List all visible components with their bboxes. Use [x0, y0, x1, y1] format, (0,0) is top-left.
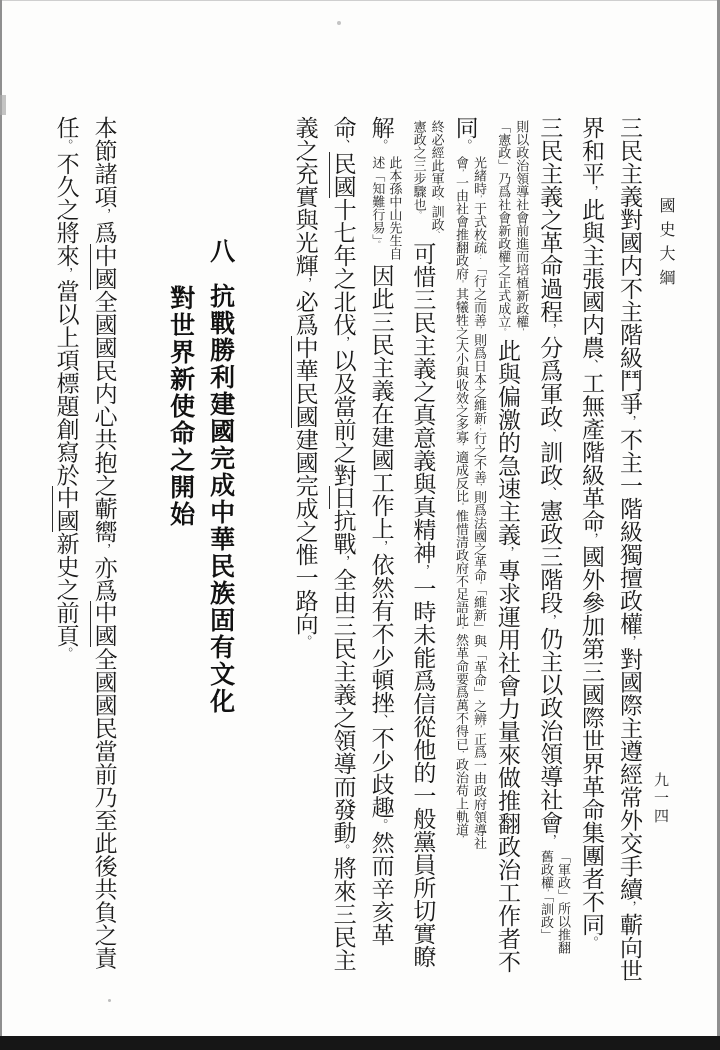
interlinear-note: [452, 156, 488, 850]
text-column-c2: [572, 116, 610, 1050]
punctuation: 。: [457, 139, 472, 152]
interlinear-note-line: 此本孫中山先生自: [387, 155, 403, 260]
interlinear-note: [494, 120, 530, 335]
punctuation: 。: [58, 139, 73, 152]
punctuation: ，: [584, 185, 598, 198]
text-column-c4: [488, 116, 530, 1050]
text-run: 解。: [368, 116, 394, 152]
punctuation: ，: [456, 442, 465, 451]
interlinear-note-line: 會，一由社會推翻政府。其犧牲之大小與收效之多寡，適成反比。惟惜清政府不足語此。然革命要爲萬不得已，政治苟上軌道，: [453, 155, 469, 843]
punctuation: ，: [474, 194, 483, 202]
section-heading-column-h8: [200, 116, 240, 1050]
vertical-text-block: [53, 116, 648, 1050]
punctuation: 、: [542, 427, 557, 441]
interlinear-note: [537, 850, 572, 954]
text-run: 新史之前頁。: [53, 532, 79, 660]
scan-edge-top: [0, 0, 720, 1]
text-column-c5: [446, 116, 488, 1050]
punctuation: ，: [456, 750, 465, 758]
text-column-c9: [286, 116, 324, 1050]
proper-noun-mark: 中華民國: [292, 335, 318, 428]
interlinear-note: [410, 120, 446, 238]
punctuation: 。: [456, 279, 465, 287]
punctuation: 、: [373, 713, 388, 726]
punctuation: ，: [96, 542, 111, 556]
interlinear-note-line: 述「知難行易」。: [370, 155, 386, 248]
interlinear-note: [368, 156, 403, 260]
interlinear-note-line: 則以政治領導社會前進而培植新政權，: [514, 120, 530, 336]
punctuation: 。: [335, 843, 350, 857]
punctuation: 。: [456, 626, 465, 634]
text-run: 全國國民内心共抱之蘄嚮，亦爲: [91, 289, 117, 602]
punctuation: ，: [542, 323, 557, 336]
punctuation: ，: [517, 328, 526, 336]
text-column-c13: [85, 116, 123, 1050]
interlinear-note-line: 憲政之三步驟也。: [411, 120, 427, 219]
text-run: 十七年之北伐，以及當前之對: [330, 197, 356, 487]
punctuation: ，: [456, 835, 465, 843]
proper-noun-mark: 日: [330, 486, 356, 510]
heading-spacer: [219, 265, 220, 283]
interlinear-note-line: 「軍政」所以推翻: [556, 850, 571, 955]
text-column-c6: [403, 116, 445, 1050]
interlinear-note-line: 終必經此軍政、訓政、: [429, 120, 445, 239]
punctuation: ，: [474, 483, 483, 491]
punctuation: 。: [456, 502, 465, 510]
punctuation: ，: [474, 725, 483, 733]
punctuation: 、: [584, 358, 598, 372]
text-column-c7: [362, 116, 404, 1050]
punctuation: 、: [335, 139, 350, 152]
text-run: 八: [206, 238, 234, 265]
punctuation: 、: [432, 198, 441, 206]
punctuation: ；: [474, 424, 483, 432]
punctuation: 。: [499, 328, 508, 336]
text-run: 義之充實與光輝，必爲: [292, 116, 318, 336]
text-run: 因此三民主義在建國工作上，依然有不少頓挫、不少歧趣。然而辛亥革: [368, 263, 394, 946]
punctuation: ，: [415, 564, 430, 577]
text-run: 同。: [452, 116, 478, 152]
scan-artifact: [0, 95, 6, 115]
proper-noun-mark: 民國: [330, 151, 356, 198]
proper-noun-mark: 中國: [91, 243, 117, 290]
punctuation: 、: [432, 231, 441, 239]
text-run: 界和平，此與主張國内農、工無產階級革命，國外參加第三國際世界革命集團者不同。: [579, 116, 604, 949]
section-heading-column-h8b: [160, 116, 200, 1050]
text-run: 本節諸項，爲: [91, 116, 117, 244]
text-column-c8: [324, 116, 362, 1050]
punctuation: ，: [542, 889, 550, 897]
text-run: 命、: [330, 116, 356, 152]
punctuation: ，: [542, 833, 557, 847]
punctuation: ，: [58, 266, 73, 280]
proper-noun-mark: 中國: [53, 486, 79, 533]
punctuation: ，: [622, 415, 636, 428]
punctuation: 。: [373, 139, 388, 152]
text-run: 建國完成之惟一路向。: [292, 427, 318, 648]
text-column-c3: [530, 116, 572, 1050]
text-run: 可惜三民主義之真意義與真精神，一時未能爲信從他的一般黨員所切實瞭: [410, 242, 436, 968]
text-run: 三民主義對國内不主階級鬥爭，不主一階級獨擅政權，對國際主遵經常外交手續，蘄向世: [617, 116, 642, 982]
interlinear-note-line: 光緒時，于式枚疏：「行之而善，則爲日本之維新；行之不善，則爲法國之革命。「維新」與「革命」之辨，正爲一由政府領導社: [471, 155, 487, 850]
text-run: 全國國民當前乃至此後共負之責: [91, 647, 117, 970]
punctuation: 。: [373, 240, 382, 248]
text-run: 抗戰勝利建國完成中華民族固有文化: [206, 283, 234, 715]
punctuation: ，: [96, 208, 111, 221]
punctuation: ，: [499, 546, 514, 559]
punctuation: ，: [542, 613, 557, 627]
interlinear-note-line: 「憲政」乃爲社會新政權之正式成立。: [496, 120, 512, 336]
text-run: 此與偏激的急速主義，專求運用社會力量來做推翻政治工作者不: [494, 339, 520, 973]
punctuation: 。: [373, 817, 388, 831]
punctuation: ，: [335, 555, 350, 568]
punctuation: ，: [297, 277, 312, 290]
punctuation: 。: [297, 634, 312, 648]
punctuation: 、: [542, 486, 557, 499]
text-column-c14: [47, 116, 85, 1050]
punctuation: ，: [474, 325, 483, 334]
punctuation: ：: [474, 253, 483, 261]
punctuation: 。: [584, 935, 598, 949]
punctuation: ，: [584, 532, 598, 545]
punctuation: ，: [622, 634, 636, 648]
text-run: 三民主義之革命過程，分爲軍政、訓政、憲政三階段，仍主以政治領導社會，: [537, 116, 563, 847]
punctuation: 。: [474, 581, 483, 589]
text-column-c1: [610, 116, 648, 1050]
punctuation: ，: [622, 900, 636, 913]
text-run: 對世界新使命之開始: [166, 285, 194, 528]
punctuation: 。: [58, 647, 73, 660]
running-head-title: 國史大綱: [657, 197, 674, 293]
punctuation: 。: [414, 211, 423, 219]
text-run: 抗戰，全由三民主義之領導而發動。將來三民主: [330, 509, 356, 972]
text-run: 任。不久之將來，當以上項標題創寫於: [53, 116, 79, 487]
scan-artifact: [337, 21, 341, 25]
interlinear-note-line: 舊政權，「訓政」: [539, 850, 554, 942]
punctuation: ，: [373, 539, 388, 553]
scan-edge-left: [0, 0, 2, 1050]
punctuation: ，: [456, 168, 465, 176]
punctuation: ，: [335, 335, 350, 349]
proper-noun-mark: 中國: [91, 601, 117, 648]
page-number: 九一四: [652, 772, 668, 826]
